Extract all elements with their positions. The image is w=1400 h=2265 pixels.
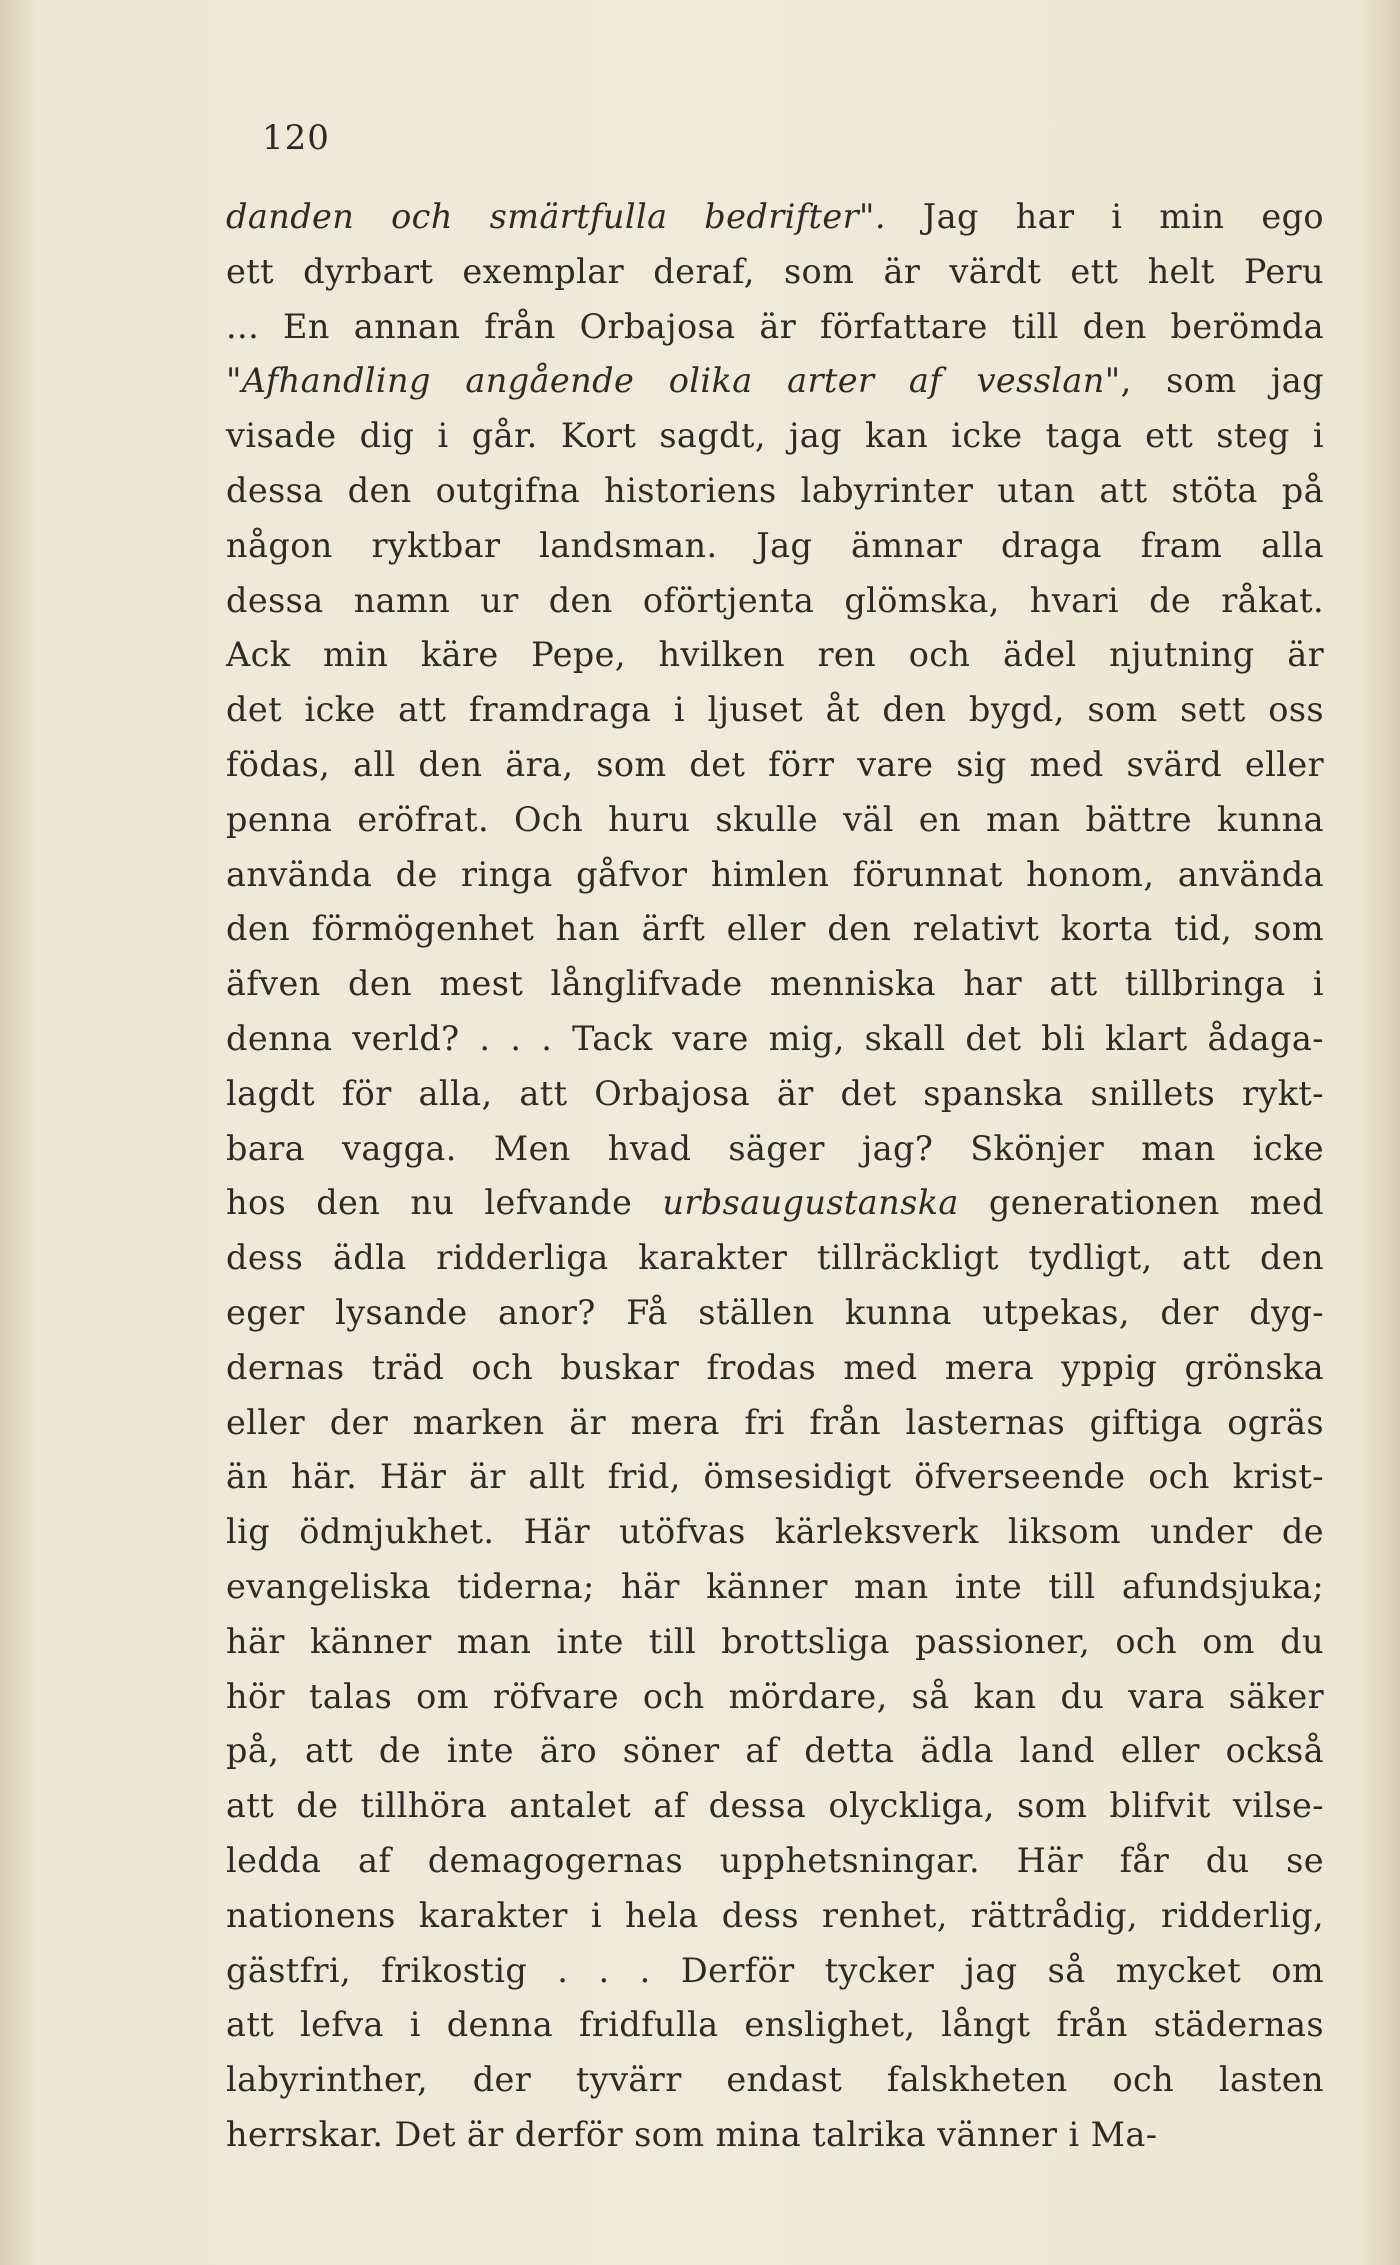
text-line [226, 848, 1324, 903]
text-line [226, 1450, 1324, 1505]
text-line [226, 1615, 1324, 1670]
text-line [226, 1341, 1324, 1396]
text-line [226, 902, 1324, 957]
text-segment: ett dyrbart exemplar deraf, som är värdt ett helt Peru [226, 251, 1324, 291]
text-line [226, 683, 1324, 738]
page-number: 120 [262, 118, 330, 158]
text-line [226, 300, 1324, 355]
text-line [226, 1231, 1324, 1286]
text-segment: labyrinther, der tyvärr endast falskheten och lasten [226, 2060, 1324, 2100]
text-segment: Ack min käre Pepe, hvilken ren och ädel njutning är [226, 635, 1324, 675]
text-segment: lig ödmjukhet. Här utöfvas kärleksverk liksom under de [226, 1512, 1324, 1552]
italic-segment: danden och smärtfulla bedrifter". [226, 197, 886, 236]
text-segment: äfven den mest långlifvade menniska har att tillbringa i [226, 964, 1324, 1004]
italic-segment: Afhandling angående olika arter af vesslan [241, 361, 1105, 401]
text-segment: använda de ringa gåfvor himlen förunnat honom, använda [226, 854, 1324, 894]
text-line [226, 1286, 1324, 1341]
text-line [226, 1396, 1324, 1451]
text-segment: ledda af demagogernas upphetsningar. Här får du se [226, 1840, 1324, 1880]
text-segment: ", som jag [1104, 361, 1324, 401]
text-line [226, 1122, 1324, 1177]
text-segment: denna verld? . . . Tack vare mig, skall det bli klart ådaga- [226, 1018, 1324, 1058]
text-segment: herrskar. Det är derför som mina talrika vänner i Ma- [226, 2114, 1158, 2154]
text-segment: på, att de inte äro söner af detta ädla land eller också [226, 1731, 1324, 1771]
text-segment: " [226, 361, 242, 401]
text-segment: dessa den outgifna historiens labyrinter utan att stöta på [226, 470, 1324, 510]
text-line [226, 1067, 1324, 1122]
text-segment: dessa namn ur den oförtjenta glömska, hvari de råkat. [226, 580, 1324, 620]
text-segment: att lefva i denna fridfulla enslighet, långt från städernas [226, 2005, 1324, 2045]
text-segment: evangeliska tiderna; här känner man inte till afundsjuka; [226, 1566, 1324, 1606]
text-line [226, 738, 1324, 793]
text-line [226, 409, 1324, 464]
text-line [226, 628, 1324, 683]
text-line [226, 190, 1324, 245]
text-line [226, 1724, 1324, 1779]
text-segment: det icke att framdraga i ljuset åt den bygd, som sett oss [226, 690, 1324, 730]
text-line [226, 1998, 1324, 2053]
text-segment: nationens karakter i hela dess renhet, rättrådig, ridderlig, [226, 1895, 1324, 1935]
text-segment: eger lysande anor? Få ställen kunna utpekas, der dyg- [226, 1292, 1324, 1332]
text-segment: penna eröfrat. Och huru skulle väl en man bättre kunna [226, 799, 1324, 839]
text-line [226, 1176, 1324, 1231]
text-segment: hos den nu lefvande [226, 1183, 663, 1223]
text-line [226, 574, 1324, 629]
text-segment: den förmögenhet han ärft eller den relativt korta tid, som [226, 909, 1324, 949]
text-line [226, 245, 1324, 300]
text-segment: lagdt för alla, att Orbajosa är det spanska snillets rykt- [226, 1073, 1324, 1113]
text-line [226, 1944, 1324, 1999]
text-line [226, 519, 1324, 574]
text-segment: ... En annan från Orbajosa är författare till den berömda [226, 306, 1324, 346]
text-line [226, 1889, 1324, 1944]
text-line [226, 1560, 1324, 1615]
text-line [226, 1505, 1324, 1560]
text-segment: födas, all den ära, som det förr vare sig med svärd eller [226, 744, 1324, 784]
text-segment: här känner man inte till brottsliga passioner, och om du [226, 1621, 1324, 1661]
text-segment: gästfri, frikostig . . . Derför tycker jag så mycket om [226, 1950, 1324, 1990]
text-segment: än här. Här är allt frid, ömsesidigt öfverseende och krist- [226, 1457, 1324, 1497]
text-line [226, 793, 1324, 848]
text-segment: generationen med [958, 1183, 1324, 1223]
text-line [226, 1834, 1324, 1889]
text-segment: bara vagga. Men hvad säger jag? Skönjer man icke [226, 1128, 1324, 1168]
text-segment: dernas träd och buskar frodas med mera yppig grönska [226, 1347, 1324, 1387]
text-line [226, 1779, 1324, 1834]
text-line [226, 2108, 1324, 2163]
text-segment: hör talas om röfvare och mördare, så kan du vara säker [226, 1676, 1324, 1716]
text-segment: Jag har i min ego [885, 197, 1324, 236]
text-segment: att de tillhöra antalet af dessa olyckliga, som blifvit vilse- [226, 1786, 1324, 1826]
italic-segment: urbsaugustanska [662, 1183, 959, 1223]
text-segment: dess ädla ridderliga karakter tillräckligt tydligt, att den [226, 1238, 1324, 1278]
text-line [226, 464, 1324, 519]
text-line [226, 957, 1324, 1012]
text-segment: eller der marken är mera fri från lasternas giftiga ogräs [226, 1402, 1324, 1442]
text-segment: någon ryktbar landsman. Jag ämnar draga fram alla [226, 525, 1324, 565]
text-line [226, 354, 1324, 409]
text-line [226, 1670, 1324, 1725]
text-line [226, 1012, 1324, 1067]
text-segment: visade dig i går. Kort sagdt, jag kan icke taga ett steg i [226, 416, 1324, 456]
body-text [226, 190, 1324, 2163]
text-line [226, 2053, 1324, 2108]
